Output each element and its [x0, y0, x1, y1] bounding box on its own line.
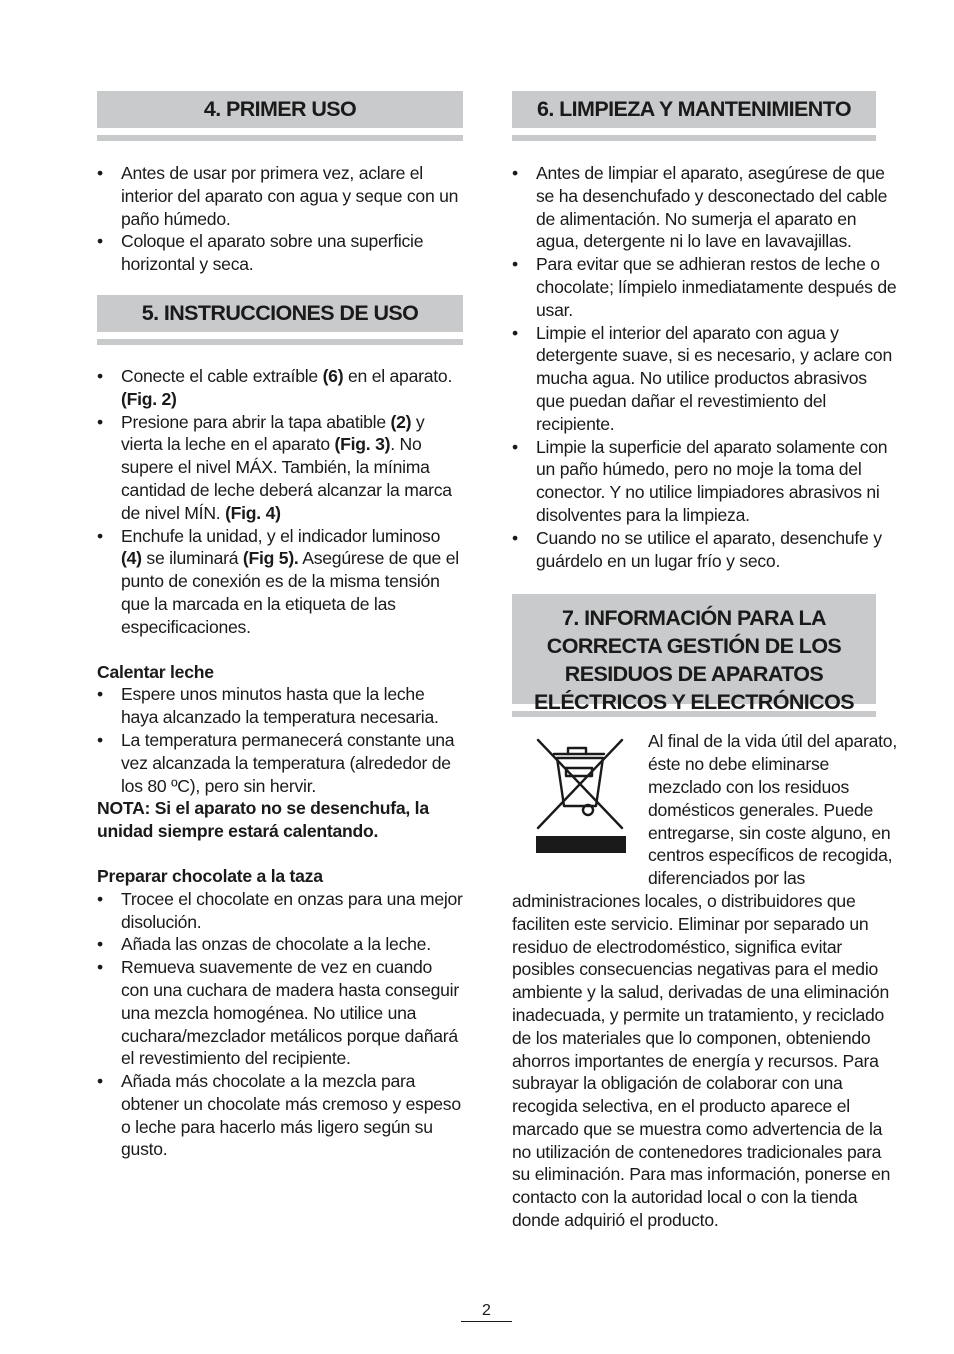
list-item: • Limpie la superficie del aparato solamente con un paño húmedo, pero no moje la toma del conector. Y no utilice limpiadores abrasivos ni disolventes para la limpieza.	[512, 436, 898, 527]
section-7-body: Al final de la vida útil del aparato, éste no debe eliminarse mezclado con los residuos domésticos generales. Puede entregarse, sin coste alguno, en centros específicos de recogida, diferenciados por las administraciones locales, o distribuidores que faciliten este servicio. Eliminar por separado un residuo de electrodoméstico, significa evitar posibles consecuencias negativas para el medio ambiente y la salud, derivadas de una eliminación inadecuada, y permite un tratamiento, y reciclado de los materiales que lo componen, obteniendo ahorros importantes de energía y recursos. Para subrayar la obligación de colaborar con una recogida selectiva, en el producto aparece el marcado que se muestra como advertencia de la no utilización de contenedores tradicionales para su eliminación. Para mas información, ponerse en contacto con la autoridad local o con la tienda donde adquirió el producto.	[512, 731, 897, 1231]
section-4-heading: 4. PRIMER USO	[97, 91, 463, 128]
list-item: • Conecte el cable extraíble (6) en el aparato. (Fig. 2)	[97, 365, 463, 411]
right-column	[512, 91, 898, 1232]
list-item: • Para evitar que se adhieran restos de leche o chocolate; límpielo inmediatamente después de usar.	[512, 253, 898, 321]
left-column	[97, 91, 463, 1161]
section-6-rule	[512, 135, 876, 141]
list-item: • Cuando no se utilice el aparato, desenchufe y guárdelo en un lugar frío y seco.	[512, 527, 898, 573]
list-item: • Antes de usar por primera vez, aclare el interior del aparato con agua y seque con un paño húmedo.	[97, 162, 463, 230]
list-item: • Presione para abrir la tapa abatible (2) y vierta la leche en el aparato (Fig. 3). No supere el nivel MÁX. También, la mínima cantidad de leche deberá alcanzar la marca de nivel MÍN. (Fig. 4)	[97, 411, 463, 525]
section-5-heading: 5. INSTRUCCIONES DE USO	[97, 295, 463, 332]
heat-milk-list	[97, 683, 463, 797]
page-number: 2	[461, 1302, 512, 1322]
list-item: • Espere unos minutos hasta que la leche haya alcanzado la temperatura necesaria.	[97, 683, 463, 729]
chocolate-list	[97, 888, 463, 1162]
section-4-list	[97, 162, 463, 276]
chocolate-subheading: Preparar chocolate a la taza	[97, 865, 323, 886]
section-4-rule	[97, 135, 463, 141]
section-5-rule	[97, 339, 463, 345]
list-item: • Limpie el interior del aparato con agua y detergente suave, si es necesario, y aclare con mucha agua. No utilice productos abrasivos que puedan dañar el revestimiento del recipiente.	[512, 322, 898, 436]
note-text: NOTA: Si el aparato no se desenchufa, la unidad siempre estará calentando.	[97, 798, 429, 842]
list-item: • Enchufe la unidad, y el indicador luminoso (4) se iluminará (Fig 5). Asegúrese de que el punto de conexión es de la misma tensión que la marcada en la etiqueta de las especificaciones.	[97, 525, 463, 639]
section-7-heading: 7. INFORMACIÓN PARA LA CORRECTA GESTIÓN DE LOS RESIDUOS DE APARATOS ELÉCTRICOS Y ELECTRÓNICOS	[512, 594, 876, 704]
section-6-heading: 6. LIMPIEZA Y MANTENIMIENTO	[512, 91, 876, 128]
list-item: • Trocee el chocolate en onzas para una mejor disolución.	[97, 888, 463, 934]
list-item: • Coloque el aparato sobre una superficie horizontal y seca.	[97, 230, 463, 276]
section-5-list	[97, 365, 463, 639]
list-item: • Añada más chocolate a la mezcla para obtener un chocolate más cremoso y espeso o leche para hacerlo más ligero según su gusto.	[97, 1070, 463, 1161]
section-6-list	[512, 162, 898, 572]
list-item: • Añada las onzas de chocolate a la leche.	[97, 933, 463, 956]
list-item: • Antes de limpiar el aparato, asegúrese de que se ha desenchufado y desconectado del cable de alimentación. No sumerja el aparato en agua, detergente ni lo lave en lavavajillas.	[512, 162, 898, 253]
heat-milk-subheading: Calentar leche	[97, 661, 214, 682]
crossed-out-wheelie-bin-icon	[524, 732, 634, 872]
list-item: • Remueva suavemente de vez en cuando con una cuchara de madera hasta conseguir una mezcla homogénea. No utilice una cuchara/mezclador metálicos porque dañará el revestimiento del recipiente.	[97, 956, 463, 1070]
list-item: • La temperatura permanecerá constante una vez alcanzada la temperatura (alrededor de los 80 ºC), pero sin hervir.	[97, 729, 463, 797]
